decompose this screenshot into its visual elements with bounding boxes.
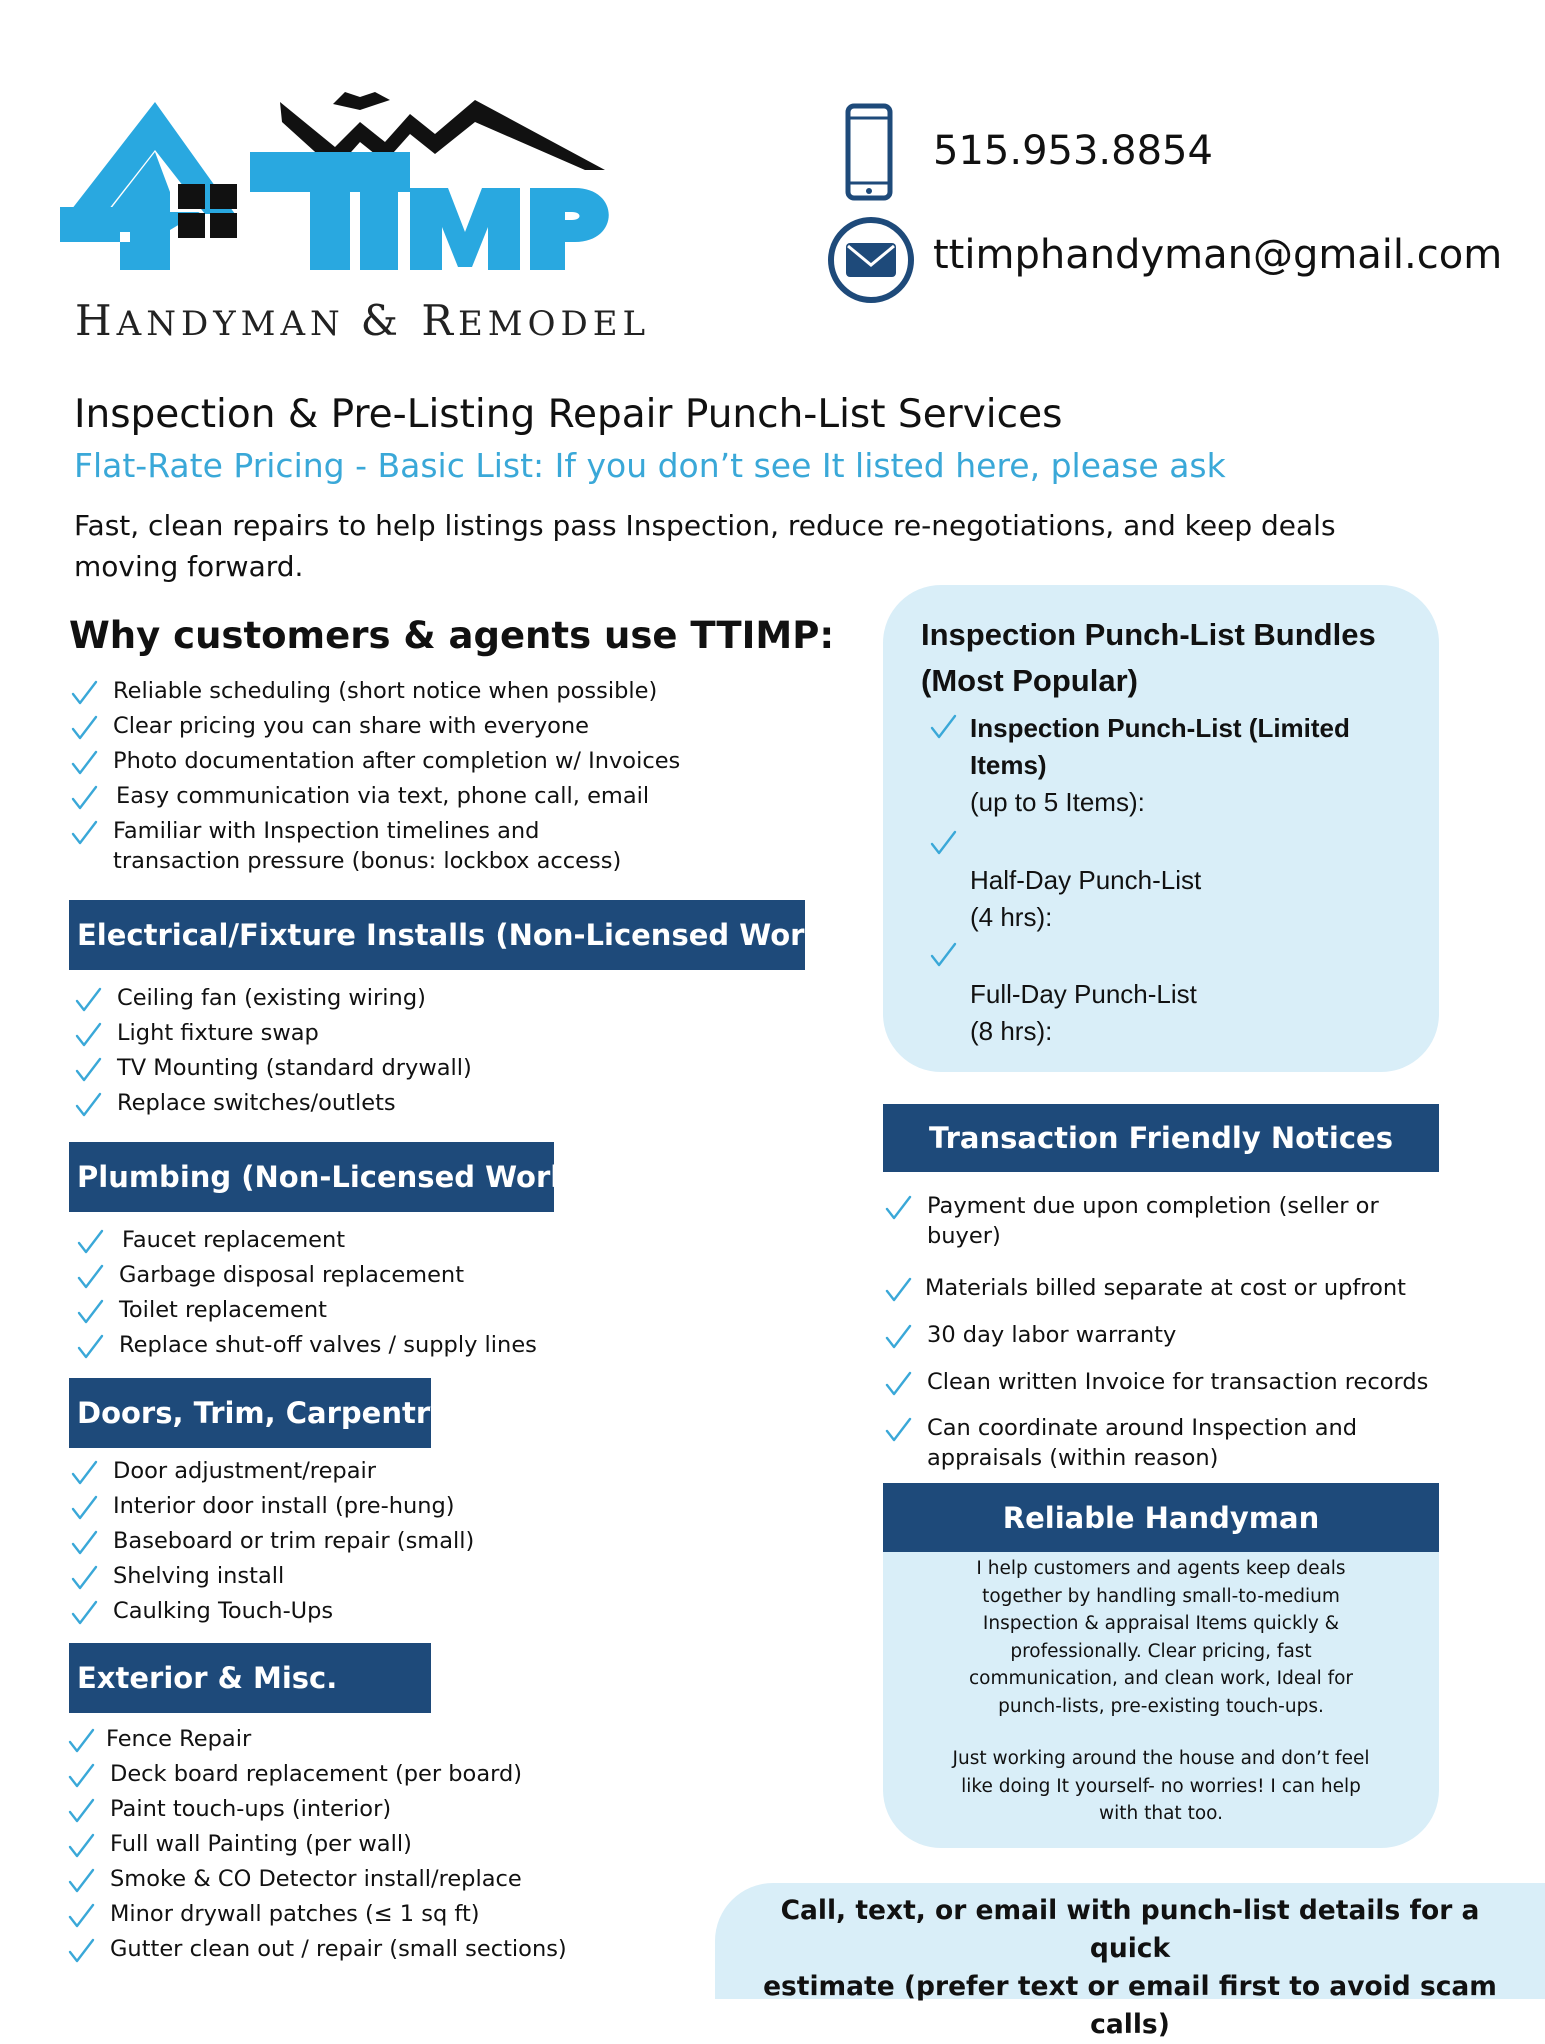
reliable-heading: Reliable Handyman <box>883 1483 1439 1552</box>
doors-list <box>69 1456 474 1626</box>
check-icon <box>69 1598 99 1628</box>
list-item-continuation: transaction pressure (bonus: lockbox access) <box>113 848 622 874</box>
bundle-item-half-day: Half-Day Punch-List (4 hrs): <box>970 865 1202 932</box>
check-icon <box>75 1332 105 1362</box>
check-icon <box>75 1262 105 1292</box>
check-icon <box>66 1726 96 1756</box>
check-icon <box>883 1415 913 1445</box>
list-item: Payment due upon completion (seller or <box>883 1191 1428 1221</box>
list-item-continuation: appraisals (within reason) <box>927 1445 1219 1471</box>
check-icon <box>73 1055 103 1085</box>
check-icon <box>928 712 958 742</box>
plumbing-heading: Plumbing (Non-Licensed Work) <box>69 1142 554 1212</box>
check-icon <box>75 1297 105 1327</box>
bundle-item-limited: Inspection Punch-List (Limited Items) (up to 5 Items): <box>970 713 1350 817</box>
intro-text: Fast, clean repairs to help listings pass Inspection, reduce re-negotiations, and keep deals moving forward. <box>74 509 1336 583</box>
list-item: Garbage disposal replacement <box>75 1260 537 1290</box>
exterior-list <box>66 1724 567 1964</box>
list-item: Door adjustment/repair <box>69 1456 474 1486</box>
electrical-list <box>73 983 472 1118</box>
check-icon <box>75 1227 105 1257</box>
doors-heading: Doors, Trim, Carpentry <box>69 1378 431 1448</box>
list-item: Faucet replacement <box>75 1225 537 1255</box>
check-icon <box>73 1020 103 1050</box>
list-item: Ceiling fan (existing wiring) <box>73 983 472 1013</box>
why-list <box>69 676 680 876</box>
phone-icon <box>845 103 893 201</box>
list-item: 30 day labor warranty <box>883 1320 1428 1350</box>
page-subtitle: Flat-Rate Pricing - Basic List: If you don’t see It listed here, please ask <box>74 446 1226 485</box>
check-icon <box>66 1796 96 1826</box>
list-item: Can coordinate around Inspection and <box>883 1413 1428 1443</box>
email-address[interactable]: ttimphandyman@gmail.com <box>933 232 1503 278</box>
list-item: Caulking Touch-Ups <box>69 1596 474 1626</box>
list-item: Paint touch-ups (interior) <box>66 1794 567 1824</box>
cta-text: Call, text, or email with punch-list details for a quick estimate (prefer text or email first to avoid scam calls) <box>763 1895 1497 2040</box>
list-item: Easy communication via text, phone call, email <box>69 781 680 811</box>
email-icon <box>826 215 916 305</box>
page-title: Inspection & Pre-Listing Repair Punch-List Services <box>74 392 1063 437</box>
list-item: Interior door install (pre-hung) <box>69 1491 474 1521</box>
exterior-heading: Exterior & Misc. <box>69 1643 431 1713</box>
why-heading: Why customers & agents use TTIMP: <box>69 614 835 657</box>
list-item: Shelving install <box>69 1561 474 1591</box>
list-item: Baseboard or trim repair (small) <box>69 1526 474 1556</box>
list-item: Toilet replacement <box>75 1295 537 1325</box>
check-icon <box>928 940 958 970</box>
bundles-heading: Inspection Punch-List Bundles (Most Popular) <box>921 617 1376 698</box>
list-item: Deck board replacement (per board) <box>66 1759 567 1789</box>
list-item: Smoke & CO Detector install/replace <box>66 1864 567 1894</box>
check-icon <box>66 1866 96 1896</box>
check-icon <box>66 1761 96 1791</box>
list-item: Clear pricing you can share with everyone <box>69 711 680 741</box>
ttimp-logo <box>60 92 620 292</box>
list-item: Replace switches/outlets <box>73 1088 472 1118</box>
list-item: Light fixture swap <box>73 1018 472 1048</box>
check-icon <box>66 1831 96 1861</box>
list-item: Gutter clean out / repair (small sections) <box>66 1934 567 1964</box>
plumbing-list <box>75 1225 537 1360</box>
check-icon <box>928 828 958 858</box>
list-item: Clean written Invoice for transaction records <box>883 1367 1428 1397</box>
list-item: Photo documentation after completion w/ Invoices <box>69 746 680 776</box>
electrical-heading: Electrical/Fixture Installs (Non-Licensed Work) <box>69 900 805 970</box>
list-item: Full wall Painting (per wall) <box>66 1829 567 1859</box>
list-item: Replace shut-off valves / supply lines <box>75 1330 537 1360</box>
check-icon <box>69 1458 99 1488</box>
check-icon <box>69 818 99 848</box>
check-icon <box>69 1563 99 1593</box>
list-item: Materials billed separate at cost or upfront <box>883 1273 1428 1303</box>
notices-list <box>883 1191 1428 1473</box>
check-icon <box>883 1369 913 1399</box>
list-item-continuation: buyer) <box>927 1223 1001 1249</box>
reliable-paragraph-2: Just working around the house and don’t feel like doing It yourself- no worries! I can help with that too. <box>952 1748 1370 1824</box>
check-icon <box>69 1493 99 1523</box>
check-icon <box>69 678 99 708</box>
phone-number[interactable]: 515.953.8854 <box>933 128 1213 174</box>
check-icon <box>66 1936 96 1966</box>
notices-heading: Transaction Friendly Notices <box>883 1104 1439 1172</box>
check-icon <box>73 1090 103 1120</box>
bundle-item-full-day: Full-Day Punch-List (8 hrs): <box>970 979 1197 1046</box>
check-icon <box>883 1322 913 1352</box>
reliable-paragraph-1: I help customers and agents keep deals together by handling small-to-medium Inspection & appraisal Items quickly & professionally. Clear pricing, fast communication, and clean work, Ideal for punch-lists, pre-existing touch-ups. <box>968 1558 1354 1717</box>
check-icon <box>73 985 103 1015</box>
list-item: Familiar with Inspection timelines and <box>69 816 680 846</box>
check-icon <box>66 1901 96 1931</box>
check-icon <box>883 1275 913 1305</box>
list-item: Fence Repair <box>66 1724 567 1754</box>
list-item: TV Mounting (standard drywall) <box>73 1053 472 1083</box>
check-icon <box>69 783 99 813</box>
check-icon <box>883 1193 913 1223</box>
check-icon <box>69 1528 99 1558</box>
check-icon <box>69 748 99 778</box>
list-item: Minor drywall patches (≤ 1 sq ft) <box>66 1899 567 1929</box>
list-item: Reliable scheduling (short notice when possible) <box>69 676 680 706</box>
logo-tagline: HANDYMAN & REMODEL <box>75 296 651 345</box>
check-icon <box>69 713 99 743</box>
